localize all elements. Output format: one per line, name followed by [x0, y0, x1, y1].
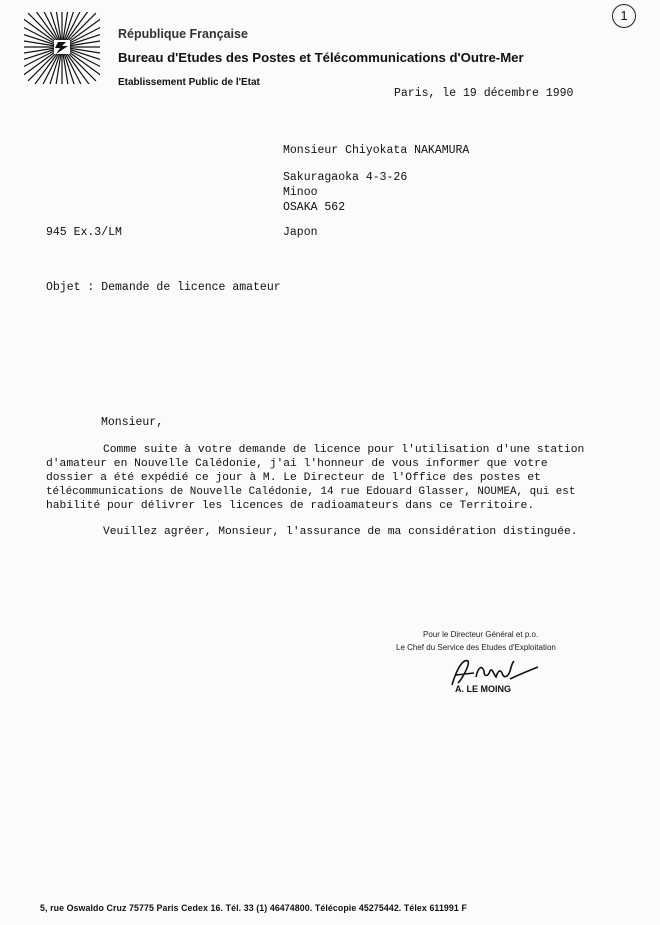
body-line: Comme suite à votre demande de licence pour l'utilisation d'une station: [103, 444, 585, 456]
organization-name: Bureau d'Etudes des Postes et Télécommunications d'Outre-Mer: [118, 50, 524, 65]
republic-label: République Française: [118, 27, 248, 41]
signatory-name: A. LE MOING: [455, 684, 511, 694]
handwritten-page-number: 1: [612, 4, 636, 28]
date-line: Paris, le 19 décembre 1990: [394, 87, 574, 100]
letter-body: [46, 443, 646, 513]
recipient-address-line1: Sakuragaoka 4-3-26: [283, 171, 408, 184]
recipient-country: Japon: [283, 226, 318, 239]
signature-title-line: Le Chef du Service des Etudes d'Exploitation: [396, 643, 556, 652]
reference-number: 945 Ex.3/LM: [46, 226, 122, 239]
closing-formula: Veuillez agréer, Monsieur, l'assurance de ma considération distinguée.: [103, 526, 578, 538]
body-line: télécommunications de Nouvelle Calédonie, 14 rue Edouard Glasser, NOUMEA, qui est: [46, 486, 576, 498]
recipient-name: Monsieur Chiyokata NAKAMURA: [283, 144, 470, 157]
organization-status: Etablissement Public de l'Etat: [118, 77, 260, 88]
subject-line: Objet : Demande de licence amateur: [46, 281, 281, 294]
organization-logo: [24, 12, 100, 84]
body-line: dossier a été expédié ce jour à M. Le Directeur de l'Office des postes et: [46, 472, 541, 484]
footer-contact: 5, rue Oswaldo Cruz 75775 Paris Cedex 16. Tél. 33 (1) 46474800. Télécopie 45275442. Télex 611991 F: [40, 903, 467, 913]
recipient-address-line3: OSAKA 562: [283, 201, 346, 214]
salutation: Monsieur,: [101, 416, 164, 429]
signature-authority-line: Pour le Directeur Général et p.o.: [423, 630, 539, 639]
body-line: habilité pour délivrer les licences de radioamateurs dans ce Territoire.: [46, 500, 535, 512]
recipient-address-line2: Minoo: [283, 186, 318, 199]
body-line: d'amateur en Nouvelle Calédonie, j'ai l'honneur de vous informer que votre: [46, 458, 548, 470]
